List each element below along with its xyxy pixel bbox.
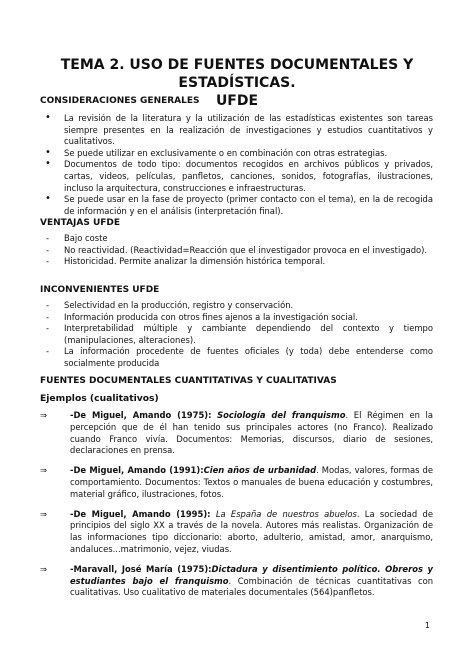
- example-work-title: Sociología del franquismo: [217, 410, 346, 420]
- list-item: [40, 256, 433, 268]
- example-work-title: Cien años de urbanidad: [203, 465, 317, 476]
- bullet-marker: •: [45, 158, 51, 170]
- example-author: -Maravall, José María (1975):: [70, 563, 212, 574]
- dash-marker: -: [46, 346, 50, 357]
- example-author: -De Miguel, Amando (1995):: [70, 508, 211, 519]
- list-item: [40, 245, 433, 257]
- inconvenientes-list: [40, 300, 433, 370]
- list-item-text: No reactividad. (Reactividad=Reacción que el investigador provoca en el investigado).: [64, 244, 428, 255]
- list-item: [40, 159, 433, 194]
- list-item: [40, 148, 433, 160]
- section-heading-fuentes: FUENTES DOCUMENTALES CUANTITATIVAS Y CUALITATIVAS: [40, 376, 337, 386]
- dash-marker: -: [46, 300, 50, 310]
- example-description: . Modas, valores, formas de comportamiento. Documentos: Textos o manuales de buena educación y costumbres, material gráfico, ilustraciones, fotos.: [70, 465, 433, 499]
- list-item-text: Información producida con otros fines ajenos a la investigación social.: [64, 311, 358, 322]
- list-item-text: Bajo coste: [64, 233, 108, 243]
- dash-marker: -: [46, 323, 50, 334]
- arrow-icon: ⇒: [40, 563, 48, 574]
- list-item-text: Interpretabilidad múltiple y cambiante dependiendo del contexto y tiempo (manipulaciones, alteraciones).: [64, 323, 433, 345]
- list-item-text: Historicidad. Permite analizar la dimensión histórica temporal.: [64, 256, 326, 267]
- arrow-icon: ⇒: [40, 508, 48, 519]
- list-item: [40, 194, 433, 217]
- dash-marker: -: [46, 256, 50, 267]
- example-description: . La sociedad de principios del siglo XX a través de la novela. Autores más realistas. Organización de las informaciones tipo diccionario: aborto, adulterio, amistad, amor, anarquismo, andaluces...matrimonio, vejez, viudas.: [70, 508, 433, 554]
- list-item: [40, 233, 433, 245]
- list-item-text: Documentos de todo tipo: documentos recogidos en archivos públicos y privados, cartas, videos, películas, panfletos, canciones, sonidos, fotografías, ilustraciones, incluso la arquitectura, construcciones e infraestructuras.: [64, 159, 433, 193]
- section-heading-ventajas: VENTAJAS UFDE: [40, 218, 121, 228]
- list-item-text: Se puede utilizar en exclusivamente o en combinación con otras estrategias.: [64, 147, 388, 158]
- list-item: [40, 300, 433, 312]
- example-item: [40, 410, 433, 457]
- page-number: 1: [424, 621, 430, 630]
- bullet-marker: •: [45, 193, 51, 205]
- dash-marker: -: [46, 311, 50, 322]
- title-line-2: UFDE: [215, 93, 259, 109]
- example-author: -De Miguel, Amando (1991):: [70, 465, 204, 476]
- consideraciones-list: [40, 113, 433, 217]
- list-item: [40, 323, 433, 346]
- bullet-marker: •: [45, 112, 51, 123]
- list-item: [40, 312, 433, 324]
- section-heading-inconvenientes: INCONVENIENTES UFDE: [40, 285, 160, 295]
- ventajas-list: [40, 233, 433, 268]
- list-item: [40, 113, 433, 148]
- arrow-icon: ⇒: [40, 410, 48, 420]
- examples-subheading: Ejemplos (cualitativos): [40, 393, 159, 404]
- examples-list: [40, 410, 433, 607]
- example-item: [40, 465, 433, 500]
- example-work-title: La España de nuestros abuelos: [215, 508, 357, 519]
- example-description: . El Régimen en la percepción que de él han tenido sus principales actores (no Franco). Realizado cuando Franco vivía. Documentos: Memorias, discursos, diario de sesiones, declaraciones en prensa.: [70, 410, 433, 456]
- list-item: [40, 346, 433, 369]
- list-item-text: La información procedente de fuentes oficiales (y toda) debe entenderse como socialmente producida: [64, 346, 433, 368]
- example-item: [40, 564, 433, 599]
- list-item-text: La revisión de la literatura y la utilización de las estadísticas existentes son tareas siempre presentes en la realización de investigaciones y estudios cuantitativos y cualitativos.: [64, 113, 433, 147]
- arrow-icon: ⇒: [40, 465, 48, 476]
- example-item: [40, 509, 433, 556]
- section-heading-consideraciones: CONSIDERACIONES GENERALES: [40, 96, 200, 106]
- list-item-text: Selectividad en la producción, registro y conservación.: [64, 300, 294, 310]
- list-item-text: Se puede usar en la fase de proyecto (primer contacto con el tema), en la de recogida de información y en el análisis (interpretación final).: [64, 194, 433, 216]
- example-description: . Combinación de técnicas cuantitativas con cualitativas. Uso cualitativo de materiales documentales (564)panfletos.: [70, 575, 433, 598]
- dash-marker: -: [46, 233, 50, 243]
- title-line-1: TEMA 2. USO DE FUENTES DOCUMENTALES Y ESTADÍSTICAS.: [60, 57, 414, 91]
- example-work-title: Dictadura y disentimiento político. Obreros y estudiantes bajo el franquismo: [70, 563, 433, 586]
- example-author: -De Miguel, Amando (1975):: [70, 410, 212, 420]
- bullet-marker: •: [45, 146, 51, 158]
- dash-marker: -: [46, 244, 50, 255]
